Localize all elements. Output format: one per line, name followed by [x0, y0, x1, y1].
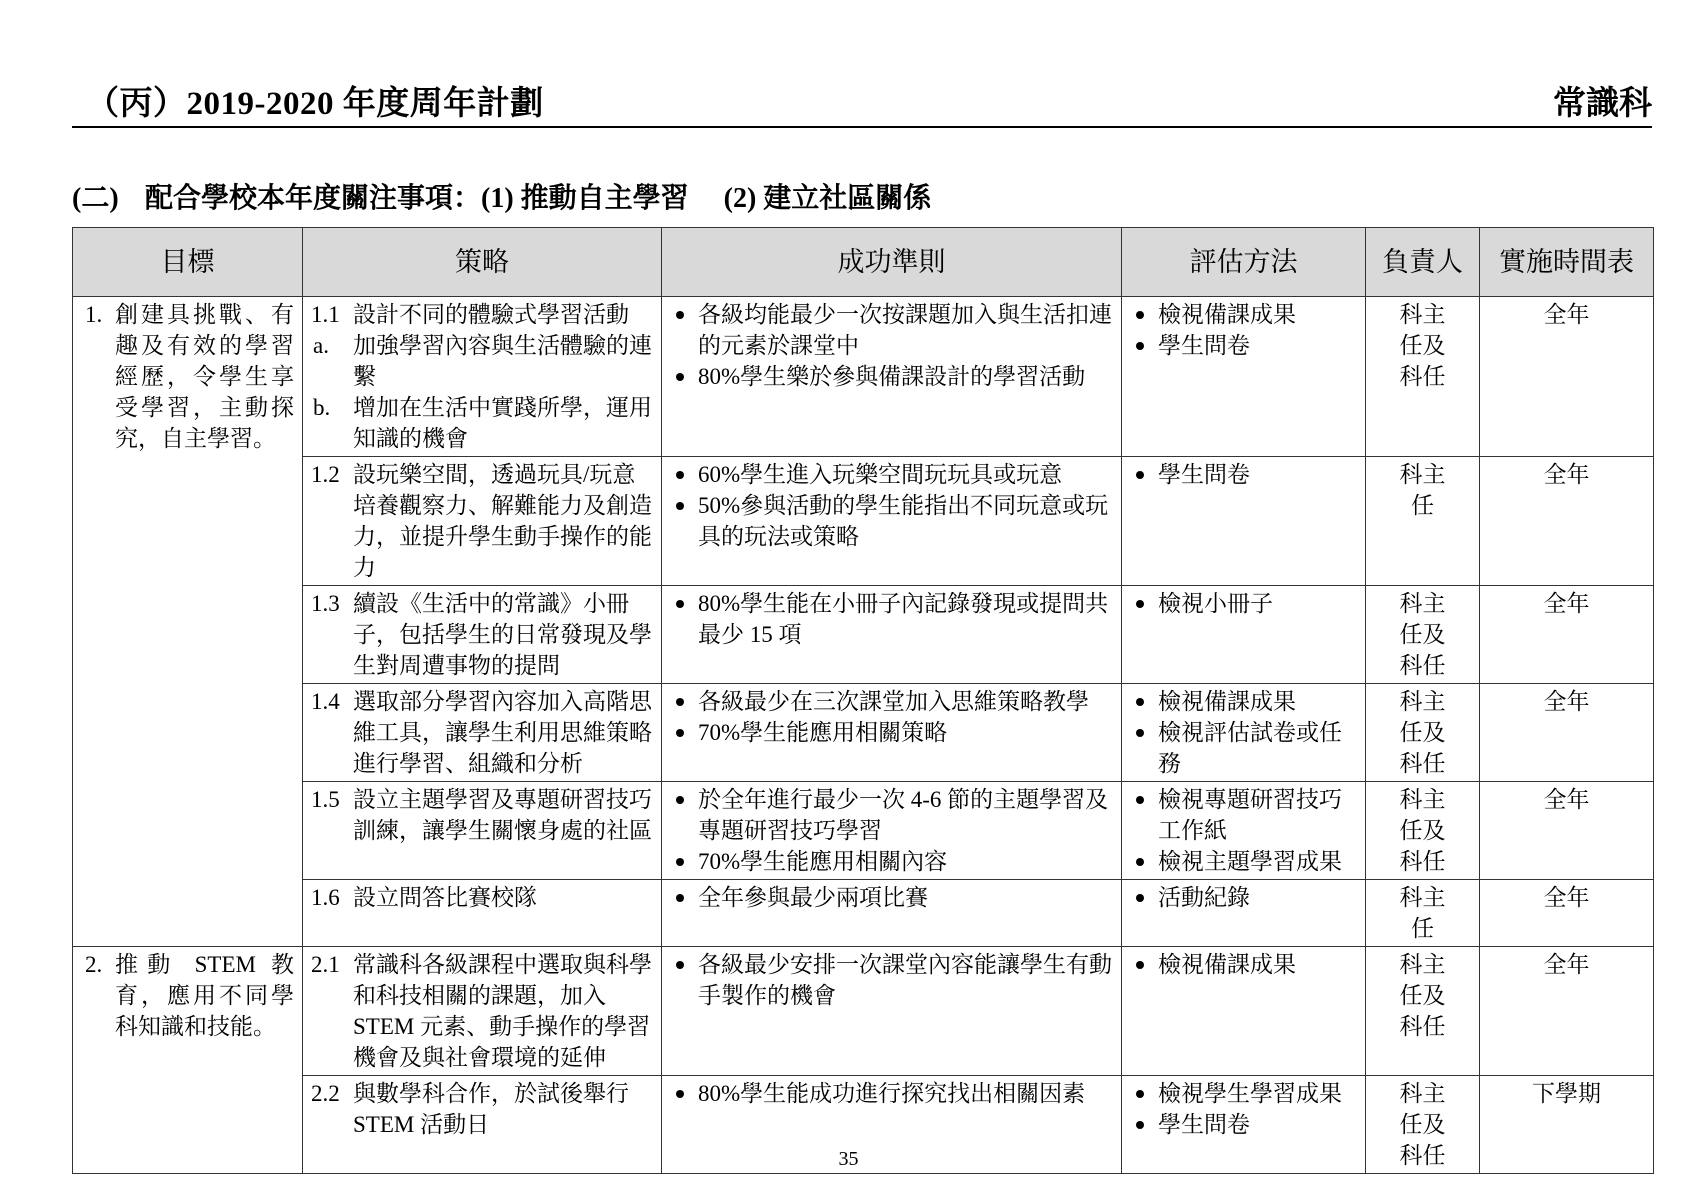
table-row — [73, 586, 1654, 684]
method-item: 檢視備課成果 — [1130, 949, 1357, 980]
criteria-item: 50%參與活動的學生能指出不同玩意或玩具的玩法或策略 — [670, 490, 1113, 552]
schedule-cell — [1480, 880, 1654, 947]
owner-cell — [1366, 297, 1480, 457]
sub-strategy-text: 增加在生活中實踐所學，運用知識的機會 — [353, 395, 652, 451]
strategy-text: 續設《生活中的常識》小冊子，包括學生的日常發現及學生對周遭事物的提問 — [353, 591, 652, 678]
col-header-owner: 負責人 — [1366, 228, 1480, 297]
goal-cell — [73, 297, 303, 947]
owner-cell — [1366, 457, 1480, 586]
table-row — [73, 880, 1654, 947]
schedule-text: 全年 — [1543, 591, 1590, 616]
method-item: 活動紀錄 — [1130, 882, 1357, 913]
schedule-cell — [1480, 297, 1654, 457]
method-cell — [1122, 880, 1366, 947]
owner-cell — [1366, 880, 1480, 947]
criteria-cell — [662, 457, 1122, 586]
owner-cell — [1366, 947, 1480, 1076]
criteria-item: 80%學生能成功進行探究找出相關因素 — [670, 1078, 1113, 1109]
schedule-text: 下學期 — [1532, 1081, 1601, 1106]
strategy-cell — [303, 297, 662, 457]
strategy-text: 設立主題學習及專題研習技巧訓練，讓學生關懷身處的社區 — [353, 787, 652, 843]
owner-cell — [1366, 684, 1480, 782]
page-number: 35 — [838, 1148, 859, 1170]
method-item: 學生問卷 — [1130, 330, 1357, 361]
criteria-cell — [662, 782, 1122, 880]
criteria-item: 80%學生樂於參與備課設計的學習活動 — [670, 361, 1113, 392]
table-row — [73, 782, 1654, 880]
strategy-text: 設計不同的體驗式學習活動 — [353, 302, 629, 327]
goal-cell — [73, 947, 303, 1174]
method-cell — [1122, 684, 1366, 782]
method-item: 學生問卷 — [1130, 1109, 1357, 1140]
schedule-cell — [1480, 684, 1654, 782]
strategy-number: 1.2 — [311, 462, 340, 487]
criteria-cell — [662, 586, 1122, 684]
owner-text: 科主任及科任 — [1399, 952, 1446, 1039]
owner-text: 科主任 — [1399, 462, 1446, 518]
criteria-item: 各級均能最少一次按課題加入與生活扣連的元素於課堂中 — [670, 299, 1113, 361]
page-header — [72, 88, 1652, 128]
col-header-strategy: 策略 — [303, 228, 662, 297]
section-text-2: (2) 建立社區關係 — [723, 183, 932, 214]
schedule-text: 全年 — [1543, 689, 1590, 714]
criteria-item: 各級最少安排一次課堂內容能讓學生有動手製作的機會 — [670, 949, 1113, 1011]
sub-strategy-letter: b. — [313, 395, 331, 420]
goal-text: 創建具挑戰、有趣及有效的學習經歷，令學生享受學習，主動探究，自主學習。 — [115, 302, 294, 451]
criteria-item: 70%學生能應用相關策略 — [670, 717, 1113, 748]
col-header-method: 評估方法 — [1122, 228, 1366, 297]
method-item: 檢視小冊子 — [1130, 588, 1357, 619]
strategy-cell — [303, 947, 662, 1076]
table-header-row — [73, 228, 1654, 297]
schedule-cell — [1480, 947, 1654, 1076]
goal-number: 2. — [85, 952, 103, 977]
owner-text: 科主任及科任 — [1399, 591, 1446, 678]
strategy-number: 2.1 — [311, 952, 340, 977]
strategy-text: 與數學科合作，於試後舉行 STEM 活動日 — [353, 1081, 629, 1137]
owner-text: 科主任 — [1399, 885, 1446, 941]
criteria-cell — [662, 947, 1122, 1076]
table-row — [73, 457, 1654, 586]
table-row — [73, 947, 1654, 1076]
schedule-text: 全年 — [1543, 462, 1590, 487]
sub-strategy-letter: a. — [313, 333, 329, 358]
table-row — [73, 297, 1654, 457]
method-cell — [1122, 457, 1366, 586]
criteria-item: 80%學生能在小冊子內記錄發現或提問共最少 15 項 — [670, 588, 1113, 650]
owner-text: 科主任及科任 — [1399, 689, 1446, 776]
criteria-cell — [662, 880, 1122, 947]
schedule-text: 全年 — [1543, 787, 1590, 812]
method-item: 檢視專題研習技巧工作紙 — [1130, 784, 1357, 846]
owner-cell — [1366, 782, 1480, 880]
criteria-item: 全年參與最少兩項比賽 — [670, 882, 1113, 913]
goal-text: 推動 STEM 教育，應用不同學科知識和技能。 — [115, 952, 294, 1039]
strategy-text: 設立問答比賽校隊 — [353, 885, 537, 910]
owner-text: 科主任及科任 — [1399, 302, 1446, 389]
schedule-cell — [1480, 586, 1654, 684]
section-text: 配合學校本年度關注事項：(1) 推動自主學習 — [145, 183, 689, 214]
strategy-number: 1.1 — [311, 302, 340, 327]
owner-text: 科主任及科任 — [1399, 787, 1446, 874]
method-cell — [1122, 947, 1366, 1076]
schedule-cell — [1480, 782, 1654, 880]
goal-number: 1. — [85, 302, 103, 327]
criteria-item: 於全年進行最少一次 4-6 節的主題學習及專題研習技巧學習 — [670, 784, 1113, 846]
sub-strategy-text: 加強學習內容與生活體驗的連繫 — [353, 333, 652, 389]
method-cell — [1122, 586, 1366, 684]
method-item: 檢視備課成果 — [1130, 686, 1357, 717]
criteria-item: 70%學生能應用相關內容 — [670, 846, 1113, 877]
method-item: 檢視主題學習成果 — [1130, 846, 1357, 877]
owner-text: 科主任及科任 — [1399, 1081, 1446, 1168]
strategy-cell — [303, 782, 662, 880]
strategy-cell — [303, 586, 662, 684]
col-header-goal: 目標 — [73, 228, 303, 297]
strategy-cell — [303, 880, 662, 947]
criteria-cell — [662, 297, 1122, 457]
strategy-number: 1.5 — [311, 787, 340, 812]
strategy-number: 2.2 — [311, 1081, 340, 1106]
schedule-text: 全年 — [1543, 302, 1590, 327]
method-item: 學生問卷 — [1130, 459, 1357, 490]
method-item: 檢視學生學習成果 — [1130, 1078, 1357, 1109]
section-heading — [72, 176, 931, 216]
col-header-criteria: 成功準則 — [662, 228, 1122, 297]
owner-cell — [1366, 586, 1480, 684]
method-cell — [1122, 297, 1366, 457]
section-label: (二) — [72, 183, 119, 214]
criteria-item: 60%學生進入玩樂空間玩玩具或玩意 — [670, 459, 1113, 490]
strategy-cell — [303, 684, 662, 782]
strategy-cell — [303, 457, 662, 586]
strategy-text: 常識科各級課程中選取與科學和科技相關的課題，加入 STEM 元素、動手操作的學習機會及與社會環境的延伸 — [353, 952, 652, 1070]
subject-name: 常識科 — [1553, 86, 1652, 122]
strategy-number: 1.6 — [311, 885, 340, 910]
schedule-cell — [1480, 457, 1654, 586]
strategy-number: 1.4 — [311, 689, 340, 714]
method-item: 檢視評估試卷或任務 — [1130, 717, 1357, 779]
table-row — [73, 684, 1654, 782]
annual-plan-table — [72, 227, 1654, 1174]
col-header-schedule: 實施時間表 — [1480, 228, 1654, 297]
criteria-item: 各級最少在三次課堂加入思維策略教學 — [670, 686, 1113, 717]
criteria-cell — [662, 684, 1122, 782]
strategy-text: 選取部分學習內容加入高階思維工具，讓學生利用思維策略進行學習、組織和分析 — [353, 689, 652, 776]
method-item: 檢視備課成果 — [1130, 299, 1357, 330]
schedule-text: 全年 — [1543, 952, 1590, 977]
strategy-text: 設玩樂空間，透過玩具/玩意培養觀察力、解難能力及創造力，並提升學生動手操作的能力 — [353, 462, 652, 580]
method-cell — [1122, 782, 1366, 880]
schedule-text: 全年 — [1543, 885, 1590, 910]
strategy-number: 1.3 — [311, 591, 340, 616]
plan-title: （丙）2019-2020 年度周年計劃 — [86, 86, 544, 122]
